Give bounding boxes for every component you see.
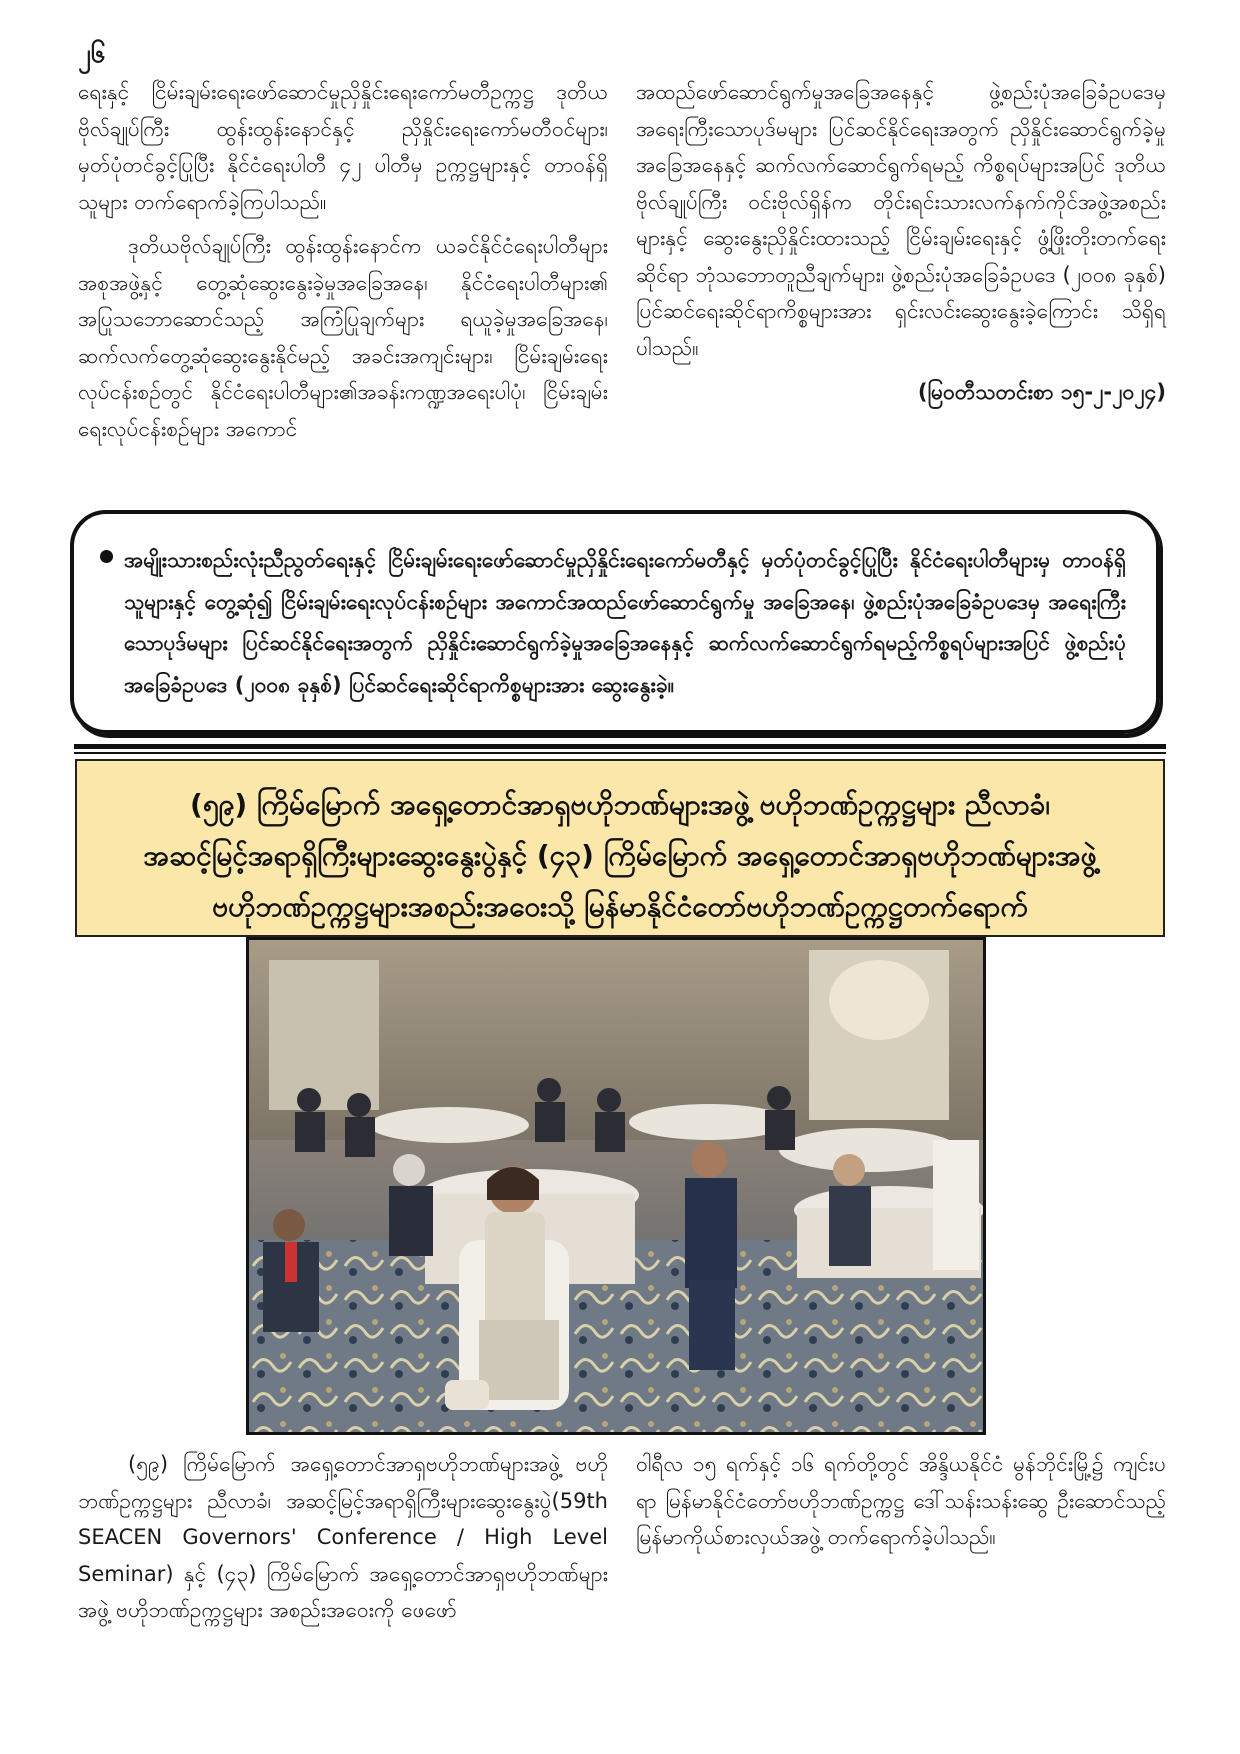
- headline-line: ဗဟိုဘဏ်ဥက္ကဋ္ဌများအစည်းအဝေးသို့ မြန်မာနိုင်ငံတော်ဗဟိုဘဏ်ဥက္ကဋ္ဌတက်ရောက်: [212, 890, 1028, 923]
- section-divider: [74, 744, 1166, 749]
- conference-photo: [246, 937, 986, 1435]
- article-bottom-right-column: [636, 1446, 1166, 1556]
- section-divider: [74, 752, 1166, 754]
- article-paragraph: (၅၉) ကြိမ်မြောက် အရှေ့တောင်အာရှဗဟိုဘဏ်များအဖွဲ့ ဗဟိုဘဏ်ဥက္ကဋ္ဌများ ညီလာခံ၊ အဆင့်မြင့်အရာရှိကြီးများဆွေးနွေးပွဲ(59th SEACEN Governors' Conference / High Level Seminar) နှင့် (၄၃) ကြိမ်မြောက် အရှေ့တောင်အာရှဗဟိုဘဏ်များအဖွဲ့ ဗဟိုဘဏ်ဥက္ကဋ္ဌများ အစည်းအဝေးကို ဖေဖော်: [78, 1452, 608, 1622]
- article-paragraph: ရေးနှင့် ငြိမ်းချမ်းရေးဖော်ဆောင်မှုညှိနှိုင်းရေးကော်မတီဥက္ကဋ္ဌ ဒုတိယဗိုလ်ချုပ်ကြီး ထွန်းထွန်းနောင်နှင့် ညှိနှိုင်းရေးကော်မတီဝင်များ၊ မှတ်ပုံတင်ခွင့်ပြုပြီး နိုင်ငံရေးပါတီ ၄၂ ပါတီမှ ဥက္ကဋ္ဌများနှင့် တာဝန်ရှိသူများ တက်ရောက်ခဲ့ကြပါသည်။: [78, 80, 608, 214]
- headline-box: [75, 759, 1165, 937]
- article-bottom-left-column: [78, 1446, 608, 1629]
- headline-line: (၅၉) ကြိမ်မြောက် အရှေ့တောင်အာရှဗဟိုဘဏ်များအဖွဲ့ ဗဟိုဘဏ်ဥက္ကဋ္ဌများ ညီလာခံ၊: [190, 788, 1050, 821]
- conference-hall-image: [249, 940, 983, 1432]
- article-paragraph: ဒုတိယဗိုလ်ချုပ်ကြီး ထွန်းထွန်းနောင်က ယခင်နိုင်ငံရေးပါတီများ အစုအဖွဲ့နှင့် တွေ့ဆုံဆွေးနွေးခဲ့မှုအခြေအနေ၊ နိုင်ငံရေးပါတီများ၏ အပြုသဘောဆောင်သည့် အကြံပြုချက်များ ရယူခဲ့မှုအခြေအနေ၊ ဆက်လက်တွေ့ဆုံဆွေးနွေးနိုင်မည့် အခင်းအကျင်းများ၊ ငြိမ်းချမ်းရေးလုပ်ငန်းစဉ်တွင် နိုင်ငံရေးပါတီများ၏အခန်းကဏ္ဍအရေးပါပုံ၊ ငြိမ်းချမ်းရေးလုပ်ငန်းစဉ်များ အကောင်: [78, 234, 608, 441]
- summary-box: [70, 510, 1160, 734]
- page-number: ၂၆: [78, 39, 106, 69]
- article-paragraph: ဝါရီလ ၁၅ ရက်နှင့် ၁၆ ရက်တို့တွင် အိန္ဒိယနိုင်ငံ မွန်ဘိုင်းမြို့၌ ကျင်းပရာ မြန်မာနိုင်ငံတော်ဗဟိုဘဏ်ဥက္ကဋ္ဌ ဒေါ်သန်းသန်းဆွေ ဦးဆောင်သည့် မြန်မာကိုယ်စားလှယ်အဖွဲ့ တက်ရောက်ခဲ့ပါသည်။: [636, 1452, 1166, 1549]
- summary-text: အမျိုးသားစည်းလုံးညီညွတ်ရေးနှင့် ငြိမ်းချမ်းရေးဖော်ဆောင်မှုညှိနှိုင်းရေးကော်မတီနှင့် မှတ်ပုံတင်ခွင့်ပြုပြီး နိုင်ငံရေးပါတီများမှ တာဝန်ရှိသူများနှင့် တွေ့ဆုံ၍ ငြိမ်းချမ်းရေးလုပ်ငန်းစဉ်များ အကောင်အထည်ဖော်ဆောင်ရွက်မှု အခြေအနေ၊ ဖွဲ့စည်းပုံအခြေခံဥပဒေမှ အရေးကြီးသောပုဒ်မများ ပြင်ဆင်နိုင်ရေးအတွက် ညှိနှိုင်းဆောင်ရွက်ခဲ့မှုအခြေအနေနှင့် ဆက်လက်ဆောင်ရွက်ရမည့်ကိစ္စရပ်များအပြင် ဖွဲ့စည်းပုံအခြေခံဥပဒေ (၂၀၀၈ ခုနှစ်) ပြင်ဆင်ရေးဆိုင်ရာကိစ္စများအား ဆွေးနွေးခဲ့။: [124, 548, 1126, 697]
- headline-line: အဆင့်မြင့်အရာရှိကြီးများဆွေးနွေးပွဲနှင့် (၄၃) ကြိမ်မြောက် အရှေ့တောင်အာရှဗဟိုဘဏ်များအဖွဲ့: [143, 839, 1097, 872]
- article-top-right-column: [636, 74, 1166, 411]
- source-citation: (မြဝတီသတင်းစာ ၁၅-၂-၂၀၂၄): [917, 380, 1166, 404]
- bullet-icon: [100, 550, 113, 563]
- article-paragraph: အထည်ဖော်ဆောင်ရွက်မှုအခြေအနေနှင့် ဖွဲ့စည်းပုံအခြေခံဥပဒေမှ အရေးကြီးသောပုဒ်မများ ပြင်ဆင်နိုင်ရေးအတွက် ညှိနှိုင်းဆောင်ရွက်ခဲ့မှုအခြေအနေနှင့် ဆက်လက်ဆောင်ရွက်ရမည့် ကိစ္စရပ်များအပြင် ဒုတိယဗိုလ်ချုပ်ကြီး ဝင်းဗိုလ်ရှိန်က တိုင်းရင်းသားလက်နက်ကိုင်အဖွဲ့အစည်းများနှင့် ဆွေးနွေးညှိနှိုင်းထားသည့် ငြိမ်းချမ်းရေးနှင့် ဖွံ့ဖြိုးတိုးတက်ရေးဆိုင်ရာ ဘုံသဘောတူညီချက်များ၊ ဖွဲ့စည်းပုံအခြေခံဥပဒေ (၂၀၀၈ ခုနှစ်) ပြင်ဆင်ရေးဆိုင်ရာကိစ္စများအား ရှင်းလင်းဆွေးနွေးခဲ့ကြောင်း သိရှိရပါသည်။: [636, 80, 1166, 360]
- article-top-left-column: [78, 74, 608, 447]
